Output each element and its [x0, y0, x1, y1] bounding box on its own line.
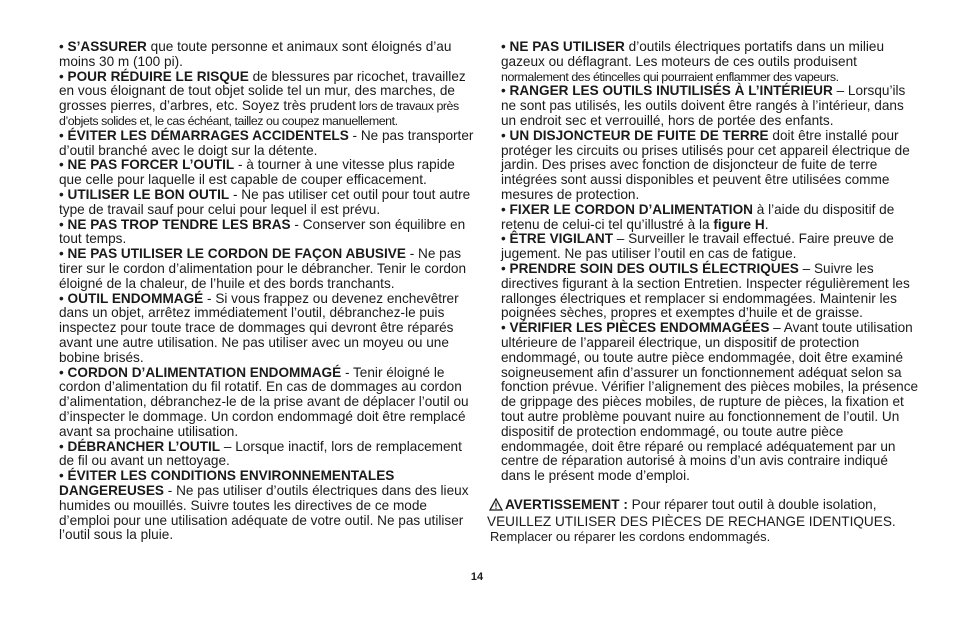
safety-item: • PRENDRE SOIN DES OUTILS ÉLECTRIQUES – Suivre les directives figurant à la section Entretien. Inspecter régulièrement les rallonges électriques et remplacer si endommagées. Maintenir les poignées sèches, propres et exemptes d’huile et de graisse. — [501, 260, 910, 321]
left-column — [59, 40, 479, 543]
page-number: 14 — [470, 571, 484, 583]
right-column — [487, 39, 921, 544]
warning-line: AVERTISSEMENT : Pour réparer tout outil à double isolation, — [489, 498, 921, 515]
safety-item: • S’ASSURER que toute personne et animaux sont éloignés d’au moins 30 m (100 pi). — [59, 39, 452, 69]
safety-item: • VÉRIFIER LES PIÈCES ENDOMMAGÉES – Avant toute utilisation ultérieure de l’appareil électrique, un dispositif de protection endommagé, ou toute autre pièce endommagée, doit être examiné soigneusement afin d’assurer un fonctionnement adéquat selon sa fonction prévue. Vérifier l’alignement des pièces mobiles, la présence de grippage des pièces mobiles, de rupture de pièces, la fixation et tout autre problème pouvant nuire au fonctionnement de l’outil. Un dispositif de protection endommagé, ou toute autre pièce endommagée, doit être réparé ou remplacé adéquatement par un centre de réparation autorisé à moins d’un avis contraire indiqué dans le présent mode d’emploi. — [501, 320, 919, 484]
safety-item: • UN DISJONCTEUR DE FUITE DE TERRE doit être installé pour protéger les circuits ou prises utilisés pour cet appareil électrique de jardin. Des prises avec fonction de disjoncteur de fuite de terre intégrées sont aussi disponibles et peuvent être utilisées comme mesures de protection. — [501, 127, 910, 202]
warning-line: VEUILLEZ UTILISER DES PIÈCES DE RECHANGE IDENTIQUES. — [487, 513, 896, 529]
safety-item: • UTILISER LE BON OUTIL - Ne pas utiliser cet outil pour tout autre type de travail sauf pour celui pour lequel il est prévu. — [59, 186, 471, 217]
safety-item: • NE PAS FORCER L’OUTIL - à tourner à une vitesse plus rapide que celle pour laquelle il est capable de couper efficacement. — [59, 157, 455, 188]
warning-triangle-icon — [489, 498, 503, 515]
safety-item: • NE PAS TROP TENDRE LES BRAS - Conserver son équilibre en tout temps. — [59, 216, 466, 247]
safety-item: • DÉBRANCHER L’OUTIL – Lorsque inactif, lors de remplacement de fil ou avant un nettoyage. — [59, 438, 462, 469]
safety-item: • FIXER LE CORDON D’ALIMENTATION à l’aide du dispositif de retenu de celui-ci tel qu’illustré à la figure H. — [501, 201, 895, 232]
safety-item: • NE PAS UTILISER d’outils électriques portatifs dans un milieu gazeux ou déflagrant. Les moteurs de ces outils produisent normalement des étincelles qui pourraient enflammer des vapeurs. — [501, 39, 885, 84]
warning-block — [487, 496, 921, 544]
warning-line: Remplacer ou réparer les cordons endommagés. — [490, 528, 771, 544]
safety-item: • OUTIL ENDOMMAGÉ - Si vous frappez ou devenez enchevêtrer dans un objet, arrêtez immédiatement l’outil, débranchez-le puis inspectez pour toute trace de dommages qui devront être réparés avant une autre utilisation. Ne pas utiliser avec un moyeu ou une bobine brisés. — [59, 290, 459, 365]
safety-item: • NE PAS UTILISER LE CORDON DE FAÇON ABUSIVE - Ne pas tirer sur le cordon d’alimentation pour le débrancher. Tenir le cordon éloigné de la chaleur, de l’huile et des bords tranchants. — [59, 246, 467, 291]
safety-item: • ÊTRE VIGILANT – Surveiller le travail effectué. Faire preuve de jugement. Ne pas utiliser l’outil en cas de fatigue. — [501, 231, 894, 262]
safety-item: • ÉVITER LES DÉMARRAGES ACCIDENTELS - Ne pas transporter d’outil branché avec le doigt sur la détente. — [59, 127, 474, 158]
safety-item: • ÉVITER LES CONDITIONS ENVIRONNEMENTALES DANGEREUSES - Ne pas utiliser d’outils électriques dans des lieux humides ou mouillés. Suivre toutes les directives de ce mode d’emploi pour une utilisation adéquate de votre outil. Ne pas utiliser l’outil sous la pluie. — [59, 468, 469, 543]
safety-item: • POUR RÉDUIRE LE RISQUE de blessures par ricochet, travaillez en vous éloignant de tout objet solide tel un mur, des marches, de grosses pierres, d’arbres, etc. Soyez très prudent lors de travaux près d’objets solides et, le cas échéant, taillez ou coupez manuellement. — [59, 68, 466, 128]
safety-item: • RANGER LES OUTILS INUTILISÉS À L’INTÉRIEUR – Lorsqu’ils ne sont pas utilisés, les outils doivent être rangés à l’intérieur, dans un endroit sec et verrouillé, hors de portée des enfants. — [501, 83, 906, 128]
safety-item: • CORDON D’ALIMENTATION ENDOMMAGÉ - Tenir éloigné le cordon d’alimentation du fil rotatif. En cas de dommages au cordon d’alimentation, débranchez-le de la prise avant de déplacer l’outil ou d’inspecter le dommage. Un cordon endommagé doit être remplacé avant sa prochaine utilisation. — [59, 364, 469, 439]
